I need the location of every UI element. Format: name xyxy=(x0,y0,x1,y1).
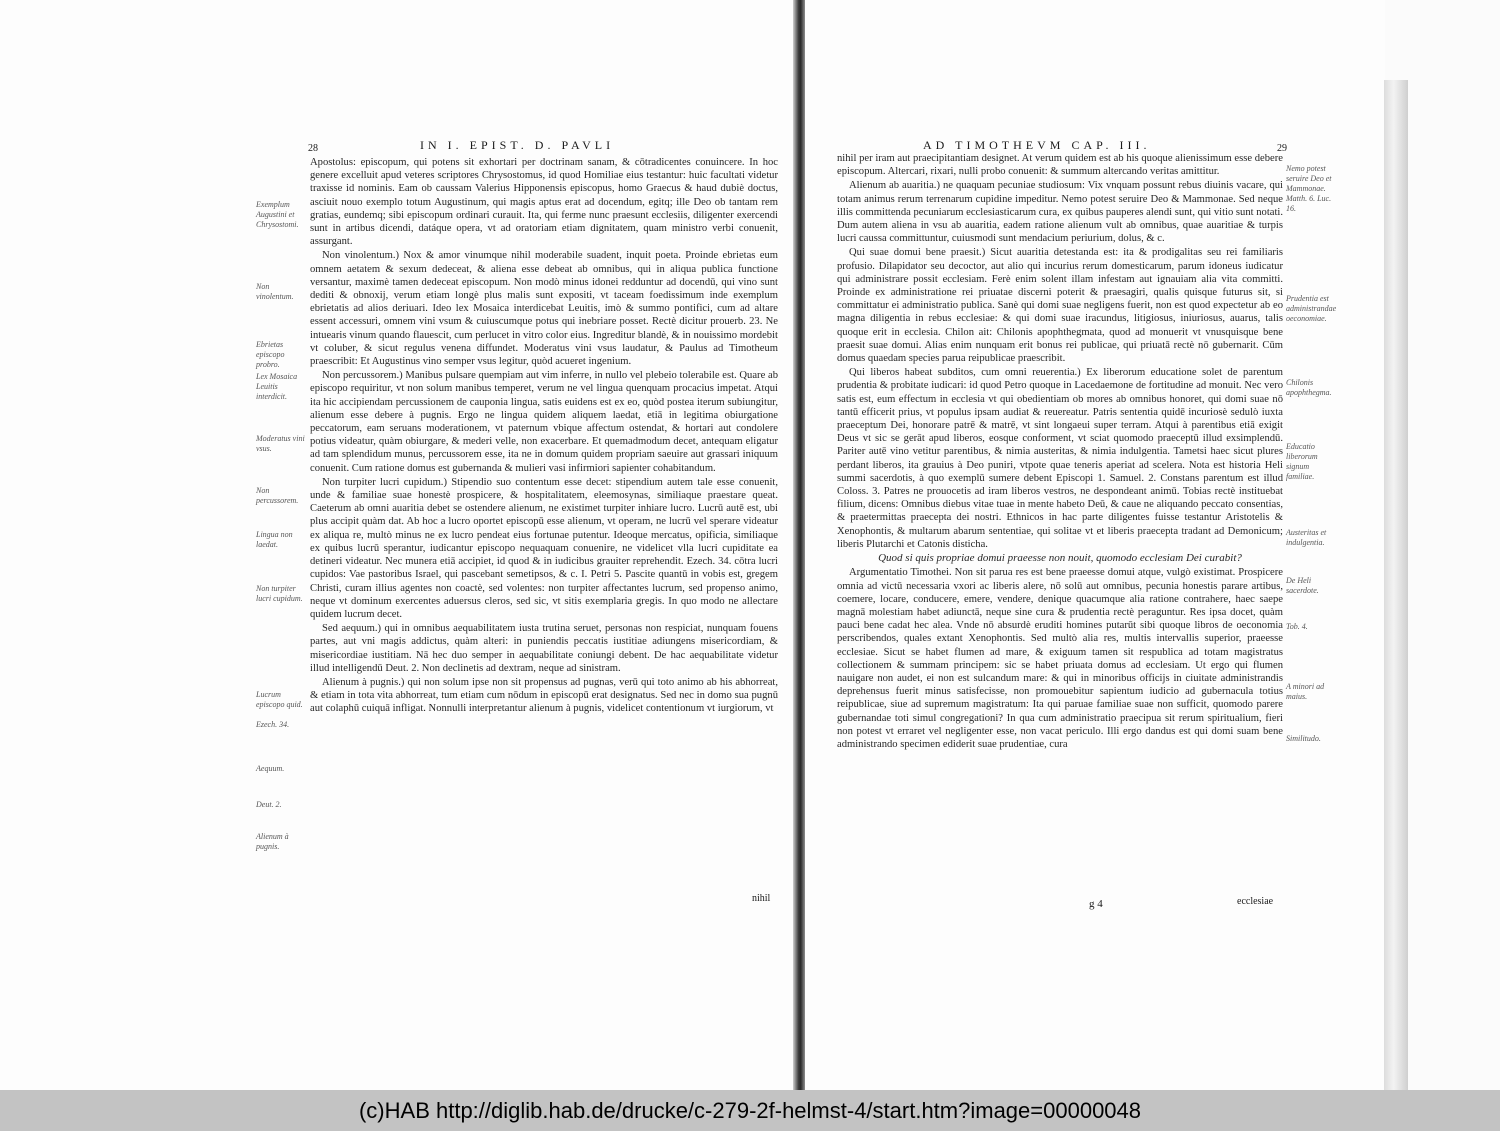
margin-note: Similitudo. xyxy=(1286,734,1321,743)
credit-footer xyxy=(0,1090,1500,1131)
margin-note: Ebrietas episcopo probro. xyxy=(256,340,285,369)
paragraph: Non vinolentum.) Nox & amor vinumque nihil moderabile suadent, inquit poeta. Proinde ebrietas eum omnem aetatem & sexum dedeceat, & aliena esse debeat ab omnibus, qui in aliqua publica functione versantur, maximè tamen dedeceat episcopum. Non modò minus idonei redduntur ad docendū, qui vino sunt dediti & obnoxij, verum etiam longè plus malis sunt expositi, vt taceam foedissimum inde exemplum ebrietatis ad alios deriuari. Ideo lex Mosaica interdicebat Leuitis, imò & summo pontifici, cum ad altare essent accessuri, omnem vini vsum & cuiuscumque potus qui inebriare posset. Rectè dicitur prouerb. 23. Ne intuearis vinum quando flauescit, cum perlucet in vitro color eius. Ingreditur blandè, & in nouissimo mordebit vt coluber, & sicut regulus venena diffundet. Moderatus vini vsus laudatur, & Paulus ad Timotheum praescribit: Et Augustinus vino semper vsus legitur, quòd acueret ingenium. xyxy=(310,250,778,368)
margin-note: Moderatus vini vsus. xyxy=(256,434,305,453)
right-page xyxy=(805,0,1385,1090)
margin-note: Lingua non laedat. xyxy=(256,530,293,549)
margin-note: Educatio liberorum signum familiae. xyxy=(1286,442,1318,481)
margin-note: Non turpiter lucri cupidum. xyxy=(256,584,303,603)
margin-note: Non vinolentum. xyxy=(256,282,294,301)
right-folio: 29 xyxy=(1277,143,1287,154)
margin-note: Deut. 2. xyxy=(256,800,282,809)
paragraph: Sed aequum.) qui in omnibus aequabilitatem iusta trutina seruet, personas non respiciat, nunquam fouens partes, aut vni magis addictus, quàm alteri: in puniendis peccatis iustitiae adiungens misericordiam, & misericordiae iustitiam. Nā hec duo semper in aequabilitate coniungi debent. De hac aequabilitate videtur illud intelligendū Deut. 2. Non declinetis ad dextram, neque ad sinistram. xyxy=(310,623,778,674)
margin-note: De Heli sacerdote. xyxy=(1286,576,1319,595)
margin-note: Chilonis apophthegma. xyxy=(1286,378,1332,397)
margin-note: Alienum à pugnis. xyxy=(256,832,289,851)
section-heading: Quod si quis propriae domui praeesse non nouit, quomodo ecclesiam Dei curabit? xyxy=(878,552,1242,565)
right-body-text xyxy=(837,152,1283,910)
paragraph: Argumentatio Timothei. Non sit parua res est bene praeesse domui atque, vulgò existimat. Prospicere omnia ad victū necessaria vxori ac liberis alere, nō solū aut omnibus, pecunia honestis parare artibus, coemere, locare, conducere, emere, vendere, denique quacumque alia ratione contrahere, haec saepe magnā molestiam habet adiunctā, neque sine cura & prudentia rectè peraguntur. Res ipsa docet, quàm pauci bene cadat hec alea. Vnde nō absurdè eruditi homines putarūt sibi quoque libros de oeconomia perscribendos, quales extant Xenophontis. Sed multò alia res, multis intervallis superior, praeesse ecclesiae. Sicut se habet flumen ad mare, & exiguum tamen sit respublica ad totam magistratus collectionem & summam principem: sic se habet priuata domus ad ecclesiam. Ut ergo qui flumen nauigare non audet, ei non est sulcandum mare: & qui in minoribus officijs in ciuitate administrandis deprehensus fuerit minus satisfecisse, non promouebitur sapientum iudicio ad gubernacula totius reipublicae, siue ad supremum magistratum: Ita qui paruae familiae suae non sufficit, quomodo parere gubernandae toti simul congregationi? In qua cum administratio praecipua sit rerum spiritualium, fieri non potest vt erraret vel negligenter esse, non vacat periculo. Illi ergo dandus est qui domi suam bene administrando specimen ediderit suae prudentiae, cura xyxy=(837,567,1283,750)
margin-note: Austeritas et indulgentia. xyxy=(1286,528,1327,547)
paragraph: Qui liberos habeat subditos, cum omni reuerentia.) Ex liberorum educatione solet de parentum prudentia & probitate iudicari: id quod Petro quoque in Lacedaemone de fortitudine ad monuit. Nec vero satis est, eum effectum in ecclesia vt qui obedientiam ob mores ab omnibus honoret, qui domi suae nō tantū efficerit prius, vt populus ipsam audiat & reuereatur. Patris sententia quidē incuriosè sedulò iuxta praeceptum Dei, honorare patrē & matrē, vt sint longaeui super terram. Atqui à parentibus etiā exigit Deus vt sic se gerāt apud liberos, eosque conforment, vt sciat quomodo praeceptū illud exsimplendū. Pariter autē vino vetitur parentibus, & nimia austeritas, & nimia indulgentia. Tametsi haec sicut plures perdant liberos, ita grauius à Deo puniri, vtpote quae teneris aperiat ad scelera. Nota est historia Heli summi sacerdotis, à quo exemplū sumere debent Episcopi 1. Samuel. 2. Constans parentum est illud Coloss. 3. Patres ne prouocetis ad iram liberos vestros, ne despondeant animū. Tobias rectè instituebat filium, dicens: Omnibus diebus vitae tuae in mente habeto Deū, & caue ne aliquando peccato consentias, & praetermittas praecepta dei nostri. Ethnicos in hac parte diligentes fuisse testantur Aristotelis & Xenophontis, & multarum abarum sententiae, qui solitae vt et liberis praecepta tradant ad Demonicum; liberis Plutarchi et Catonis disticha. xyxy=(837,367,1283,550)
paragraph: Alienum ab auaritia.) ne quaquam pecuniae studiosum: Vix vnquam possunt rebus diuinis vacare, qui totam animus rerum terrenarum cupidine impeditur. Nemo potest seruire Deo & Mammonae. Sed neque illis committenda pecuniarum ecclesiasticarum cura, ex quibus pauperes alendi sunt, qui vitio sunt notati. Dum autem aliena in vsu ab auaritia, eadem ratione alienum vult ab omnibus, quae auaritiae & turpis lucri caussa committuntur, cuiusmodi sunt mendacium periurium, dolus, & c. xyxy=(837,180,1283,245)
page-fore-edge xyxy=(1384,80,1408,1090)
credit-url[interactable]: (c)HAB http://diglib.hab.de/drucke/c-279-2f-helmst-4/start.htm?image=00000048 xyxy=(358,1097,1142,1123)
margin-note: Lex Mosaica Leuitis interdicit. xyxy=(256,372,298,401)
margin-note: Ezech. 34. xyxy=(256,720,290,729)
right-running-head: AD TIMOTHEVM CAP. III. xyxy=(923,138,1151,152)
margin-note: Exemplum Augustini et Chrysostomi. xyxy=(256,200,299,229)
paragraph: nihil per iram aut praecipitantiam designet. At verum quidem est ab his quoque alienissimum esse debere episcopum. Altercari, rixari, nulli probo conuenit: & summum altercando veritas amittitur. xyxy=(837,153,1283,178)
margin-note: Prudentia est administrandae oeconomiae. xyxy=(1286,294,1337,323)
margin-note: Tob. 4. xyxy=(1286,622,1308,631)
paragraph: Non turpiter lucri cupidum.) Stipendio suo contentum esse decet: stipendium autem tale esse conuenit, unde & familiae suae honestè prospicere, & hospitalitatem, eleemosynas, similiaque praestare queat. Caeterum ab omni auaritia debet se ostendere alienum, ne existimet turpiter inhiare lucro. Lucrū autē est, ubi plus accipit quàm dat. Ab hoc a lucro oportet episcopū esse alienum, vt operam, ne lucrū vel sperare videatur ex aliqua re, multò minus ne ex lucro pendeat eius fortunae putentur. Ideoque mercatus, opificia, similiaque ex quibus lucrū sperantur, iudicantur episcopo nequaquam conuenire, ne videlicet vlla lucri cupiditate ea detineri videatur. Nec munera etiā accipiet, id quod & in iudicibus grauiter reprehendit. Ezech. 34. cōtra lucri cupidos: Vae pastoribus Israel, qui pascebant semetipsos, & c. I. Petri 5. Pascite quantū in vobis est, gregem Christi, curam illius agentes non coactè, sed volentes: non turpiter affectantes lucrum, sed propenso animo, neque vt dominum exercentes aduersus cleros, sed sic, vt sitis exemplaria gregis. In quo modo ne allectare quidem lucrum decet. xyxy=(310,476,778,620)
right-margin-notes xyxy=(1286,152,1336,852)
paragraph: Apostolus: episcopum, qui potens sit exhortari per doctrinam sanam, & cōtradicentes conuincere. In hoc genere excelluit apud veteres scriptores Chrysostomus, id quod Homiliae eius testantur: huic facultati videtur traxisse id nominis. Eam ob caussam Valerius Hipponensis episcopus, homo Graecus & haud dubiè doctus, asciuit nouo exemplo totum Augustinum, qui magis aptus erat ad docendum, egitq; ille Deo ob tantam rem gratias, eundemq; sibi episcopum ordinari curauit. Ita, qui ferme nunc praesunt ecclesiis, diligenter exercendi sunt in artibus dicendi, datáque opera, vt ad oratoriam etiam dignitatem, quam ministro verbi conuenit, assurgant. xyxy=(310,157,778,248)
left-folio: 28 xyxy=(308,143,318,154)
signature-mark: g 4 xyxy=(1089,898,1103,910)
left-catchword: nihil xyxy=(752,893,771,904)
margin-note: Non percussorem. xyxy=(256,486,299,505)
paragraph: Alienum à pugnis.) qui non solum ipse non sit propensus ad pugnas, verū qui toto animo ab his abhorreat, & etiam in tota vita abhorreat, tum etiam cum nōdum in episcopū erat designatus. Sed nec in domo sua pugnū aut colaphū cuiquā infligat. Nonnulli interpretantur alienum à pugnis, videlicet contentionum vt iurgiorum, vt xyxy=(310,676,778,715)
paragraph: Non percussorem.) Manibus pulsare quempiam aut vim inferre, in nullo vel plebeio tolerabile est. Quare ab episcopo requiritur, vt non solum manibus temperet, verum ne vel lingua quenquam procacius impetat. Atqui ita hic accipiendam percussionem de cauponia lingua, satis euidens est ex eo, quòd postea iterum subiungitur, alienum esse debere à pugnis. Ergo ne lingua quidem aliquem laedat, etiā in legitima obiurgatione peccatorum, eam seruans moderationem, vt paternum vbique affectum ostendat, & hortari aut condolere potius videatur, quàm obiurgare, & mederi velle, non exacerbare. Et quemadmodum decet, antequam eligatur ad tam splendidum munus, percussorem esse, ita ne in domum quidem propriam saeuire aut grassari iniquum conuenit. Cum ratione domus est gubernanda & mulieri vasi infirmiori sapienter cohabitandum. xyxy=(310,370,778,474)
margin-note: A minori ad maius. xyxy=(1286,682,1325,701)
left-body-text xyxy=(310,156,778,908)
right-catchword: ecclesiae xyxy=(1237,896,1274,907)
margin-note: Lucrum episcopo quid. xyxy=(256,690,303,709)
margin-note: Nemo potest seruire Deo et Mammonae. Matth. 6. Luc. 16. xyxy=(1286,164,1332,213)
left-running-head: IN I. EPIST. D. PAVLI xyxy=(420,138,615,152)
paragraph: Qui suae domui bene praesit.) Sicut auaritia detestanda est: ita & prodigalitas seu rei familiaris profusio. Dilapidator seu decoctor, aut alio qui incurius rerum domesticarum, parum idoneus iudicatur qui administrare possit ecclesiam. Ferè enim solent illam infestam aut ignauiam alia vita committi. Proinde ex administratione rei priuatae discerni poterit & praesagiri, qualis quisque futurus sit, si committatur ei administratio publica. Sanè qui domi suae negligens fuerit, non est quod expectetur ab eo magna diligentia in rebus ecclesiae: & qui domi suae iracundus, litigiosus, iniuriosus, auarus, talis quoque erit in ecclesia. Chilon ait: Chilonis apophthegmata, quod ad monuerit vt vnusquisque bene praesit suae domui. Alias enim nunquam erit bonus rei publicae, qui priuatā rectè nō gubernarit. Cūm domus quaedam species parua reipublicae praescribit. xyxy=(837,247,1283,365)
margin-note: Aequum. xyxy=(256,764,285,773)
left-margin-notes xyxy=(256,200,306,890)
